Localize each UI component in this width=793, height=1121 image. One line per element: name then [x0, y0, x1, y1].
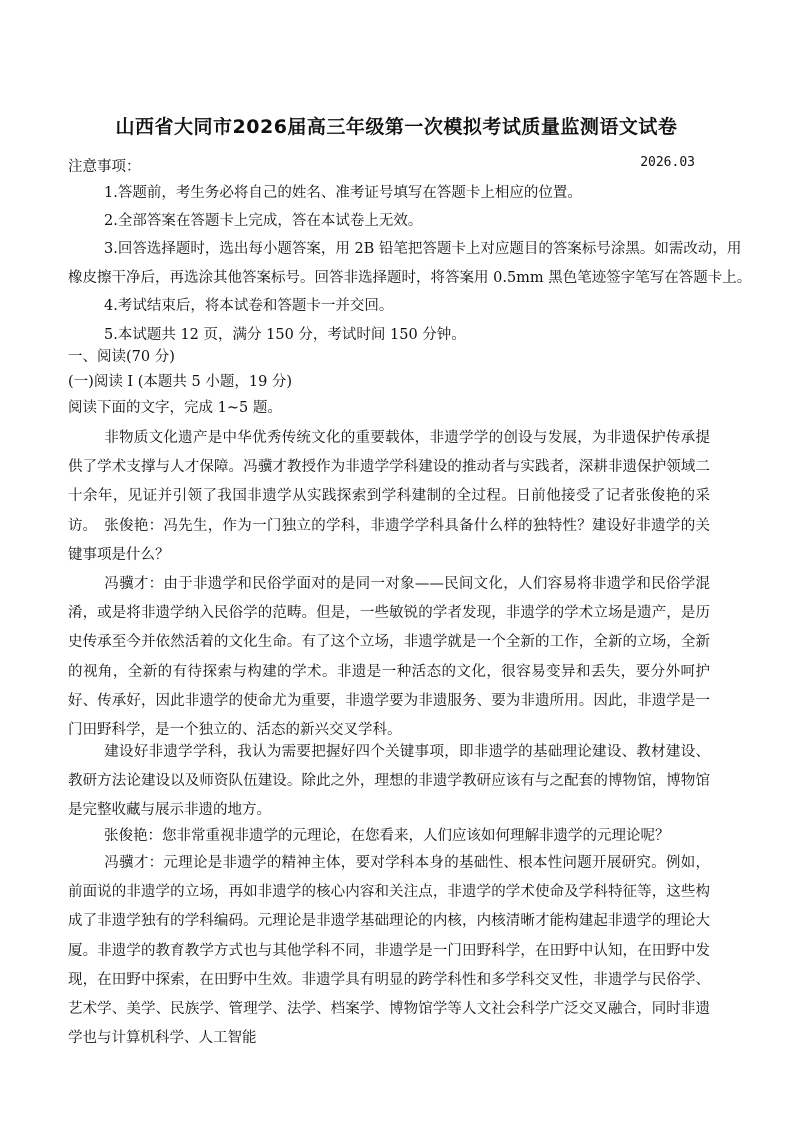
- notice-item: 1.答题前，考生务必将自己的姓名、准考证号填写在答题卡上相应的位置。: [104, 185, 582, 201]
- article-paragraph: 冯骥才：元理论是非遗学的精神主体，要对学科本身的基础性、根本性问题开展研究。例如，前面说的非遗学的立场，再如非遗学的核心内容和关注点，非遗学的学术使命及学科特征等，这些构成了非遗学独有的学科编码。元理论是非遗学基础理论的内核，内核清晰才能构建起非遗学的理论大厦。非遗学的教育教学方式也与其他学科不同，非遗学是一门田野科学，在田野中认知，在田野中发现，在田野中探索，在田野中生效。非遗学具有明显的跨学科性和多学科交叉性，非遗学与民俗学、艺术学、美学、民族学、管理学、法学、档案学、博物馆学等人文社会科学广泛交叉融合，同时非遗学也与计算机科学、人工智能: [68, 855, 710, 1047]
- article-paragraph: 张俊艳：您非常重视非遗学的元理论，在您看来，人们应该如何理解非遗学的元理论呢？: [104, 828, 670, 844]
- article-paragraph: 非物质文化遗产是中华优秀传统文化的重要载体，非遗学学的创设与发展，为非遗保护传承提供了学术支撑与人才保障。冯骥才教授作为非遗学学科建设的推动者与实践者，深耕非遗保护领域二十余年，见证并引领了我国非遗学从实践探索到学科建制的全过程。日前他接受了记者张俊艳的采访。: [68, 430, 710, 534]
- notice-item: 3.回答选择题时，选出每小题答案，用 2B 铅笔把答题卡上对应题目的答案标号涂黑。如需改动，用: [104, 241, 742, 257]
- reading-instruction: 阅读下面的文字，完成 1~5 题。: [68, 400, 282, 416]
- exam-date: 2026.03: [640, 155, 695, 170]
- article-paragraph: 张俊艳：冯先生，作为一门独立的学科，非遗学学科具备什么样的独特性？建设好非遗学的关键事项是什么？: [68, 518, 710, 564]
- exam-title: 山西省大同市2026届高三年级第一次模拟考试质量监测语文试卷: [115, 116, 678, 138]
- notice-item-continued: 橡皮擦干净后，再选涂其他答案标号。回答非选择题时，将答案用 0.5mm 黑色笔迹签字笔写在答题卡上。: [68, 270, 752, 286]
- notice-item: 2.全部答案在答题卡上完成，答在本试卷上无效。: [104, 213, 423, 229]
- section-heading: 一、阅读(70 分): [68, 349, 175, 365]
- notice-item: 4.考试结束后，将本试卷和答题卡一并交回。: [104, 298, 394, 314]
- sub-section-heading: (一)阅读 I (本题共 5 小题，19 分): [68, 374, 293, 390]
- notice-header: [68, 155, 695, 175]
- notice-item: 5.本试题共 12 页，满分 150 分，考试时间 150 分钟。: [104, 327, 466, 343]
- notice-label: 注意事项：: [68, 159, 141, 175]
- article-paragraph: 冯骥才：由于非遗学和民俗学面对的是同一对象——民间文化，人们容易将非遗学和民俗学混淆，或是将非遗学纳入民俗学的范畴。但是，一些敏锐的学者发现，非遗学的学术立场是遗产，是历史传承至今并依然活着的文化生命。有了这个立场，非遗学就是一个全新的工作，全新的立场，全新的视角，全新的有待探索与构建的学术。非遗是一种活态的文化，很容易变异和丢失，要分外呵护好、传承好，因此非遗学的使命尤为重要，非遗学要为非遗服务、要为非遗所用。因此，非遗学是一门田野科学，是一个独立的、活态的新兴交叉学科。: [68, 576, 710, 739]
- article-paragraph: 建设好非遗学学科，我认为需要把握好四个关键事项，即非遗学的基础理论建设、教材建设、教研方法论建设以及师资队伍建设。除此之外，理想的非遗学教研应该有与之配套的博物馆，博物馆是完整收藏与展示非遗的地方。: [68, 744, 710, 819]
